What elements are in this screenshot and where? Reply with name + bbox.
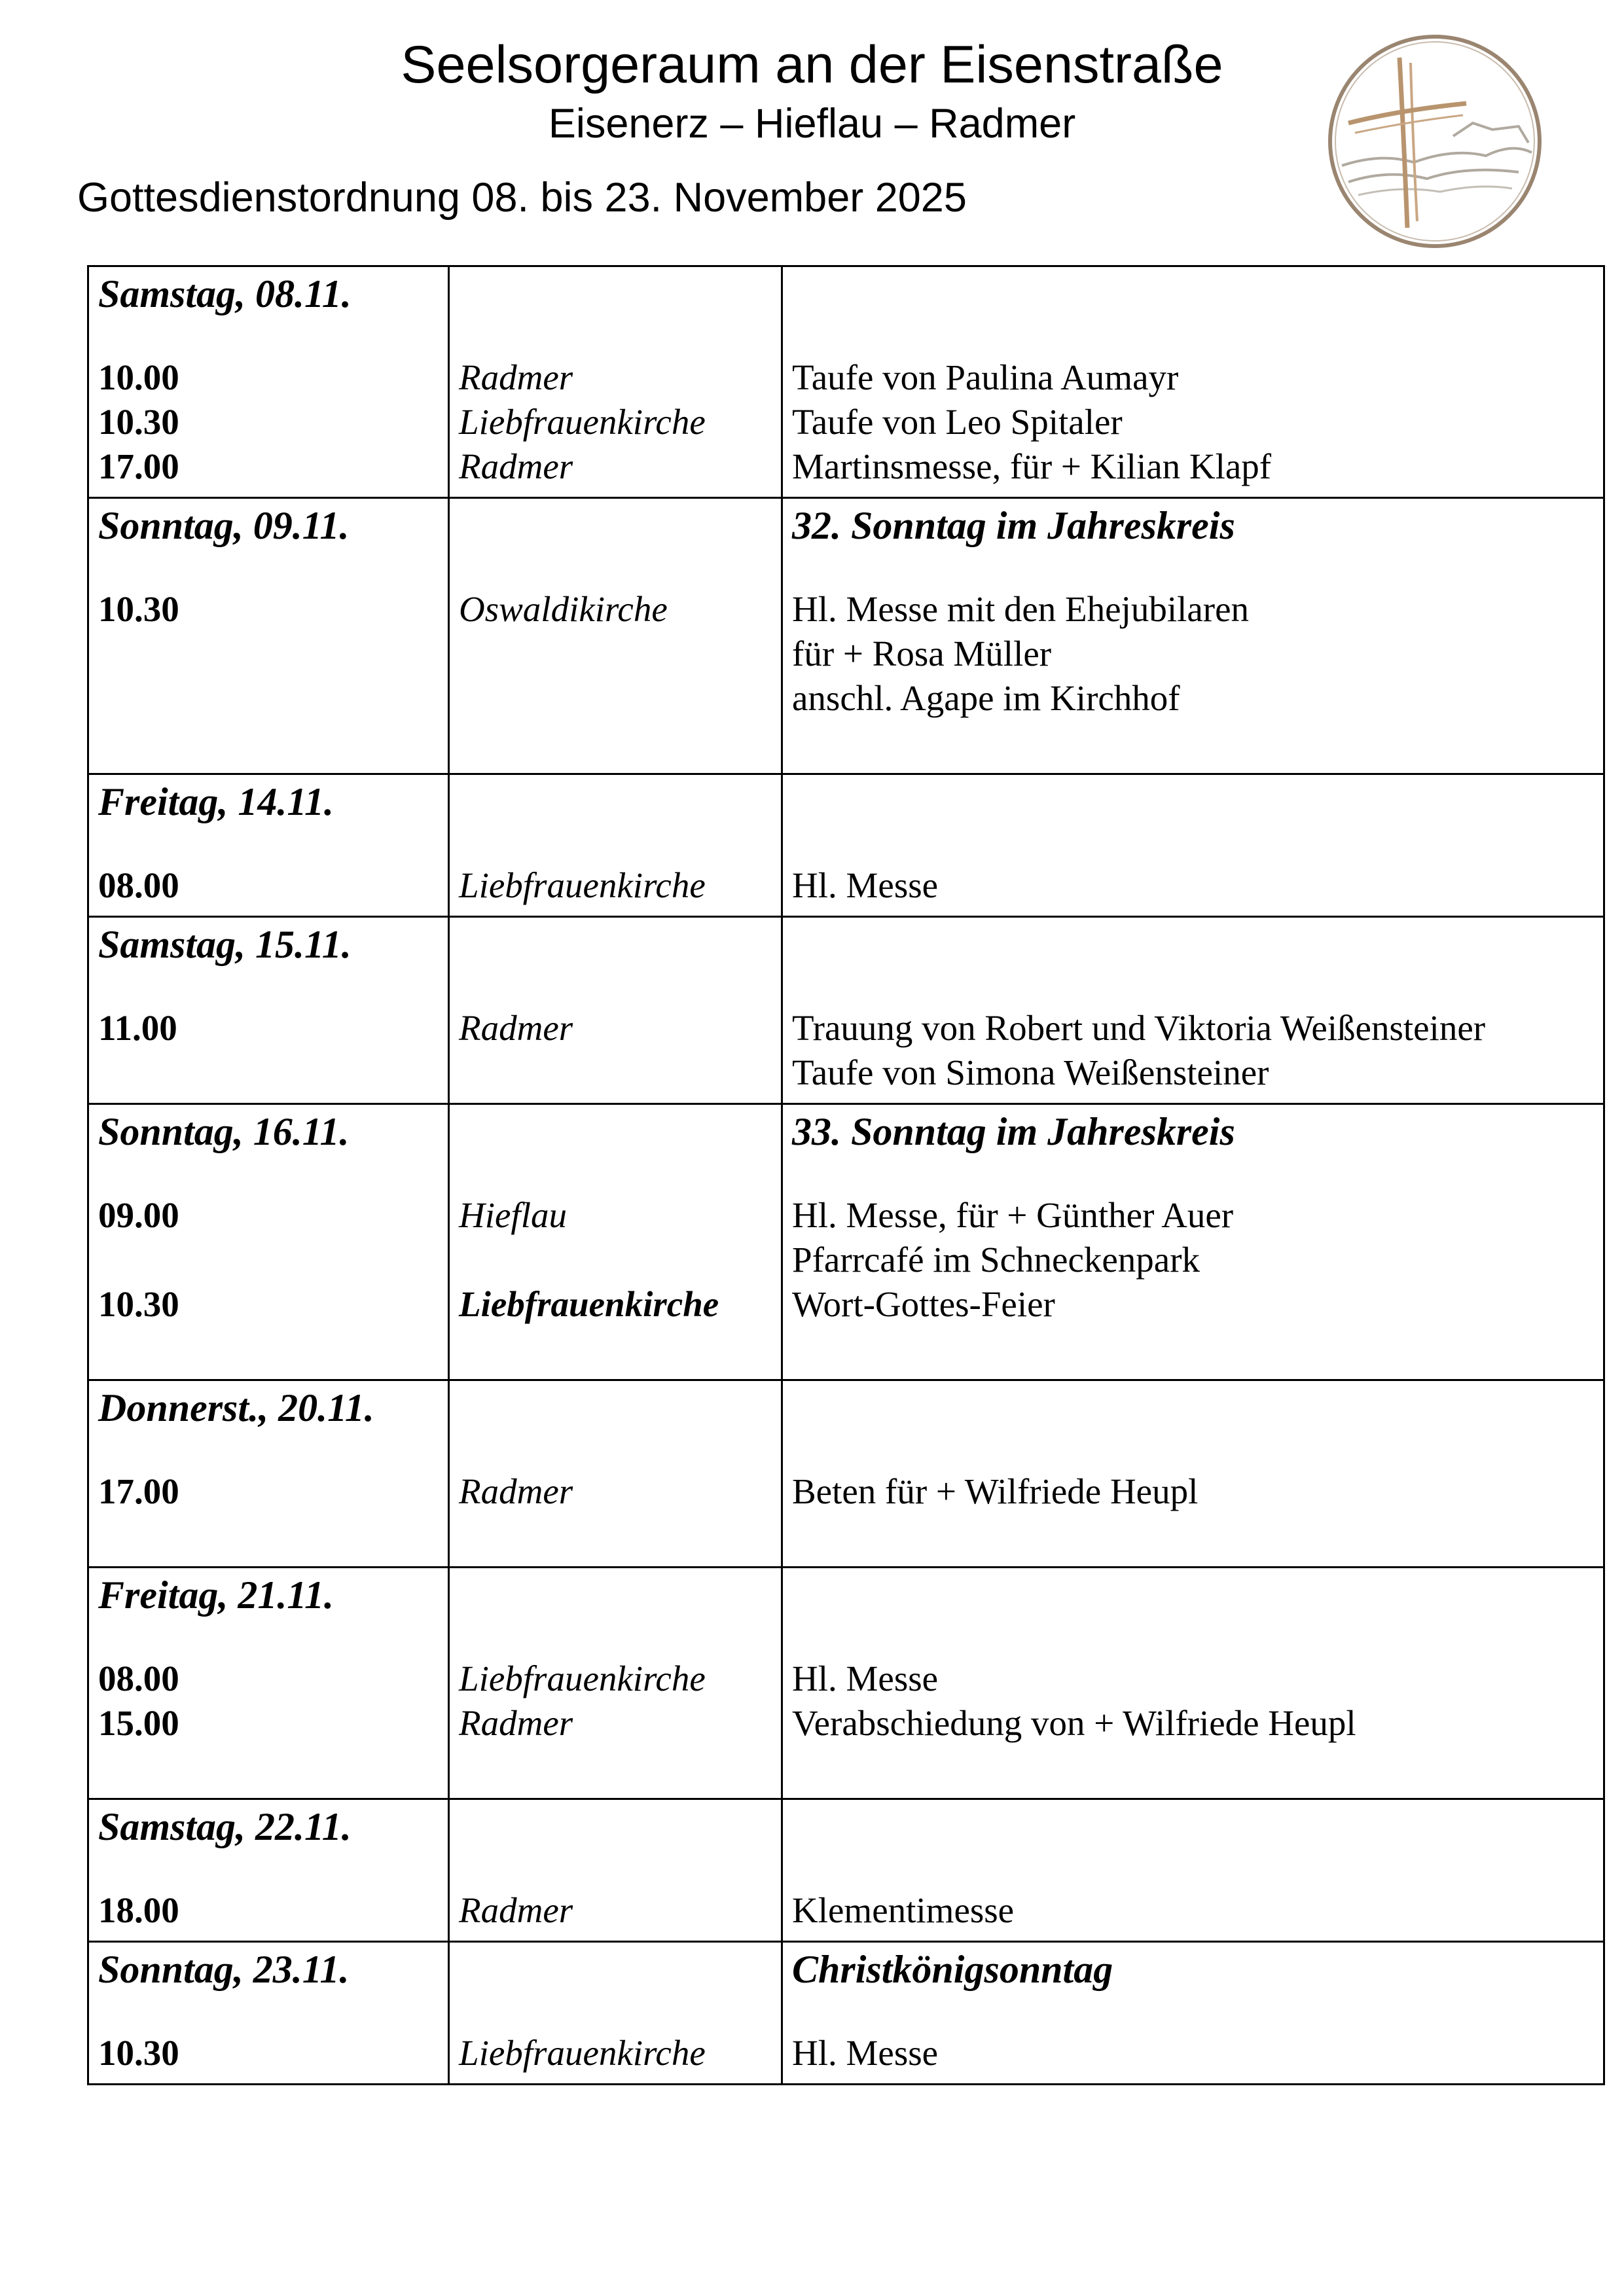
occasion-label [792,1571,1594,1620]
time-label: 08.00 [98,1659,179,1698]
day-label: Donnerst., 20.11. [98,1386,374,1429]
place-cell [449,774,782,917]
event-label: Hl. Messe mit den Ehejubilaren [792,589,1250,629]
schedule-row [88,1568,1604,1799]
place-label: Radmer [459,1890,573,1930]
schedule-heading: Gottesdienstordnung 08. bis 23. November 2025 [77,175,967,221]
event-label: Hl. Messe [792,865,939,905]
place-label: Oswaldikirche [459,589,668,629]
event-label: Trauung von Robert und Viktoria Weißensteiner [792,1008,1486,1048]
event-cell [782,1942,1604,2085]
event-label: Beten für + Wilfriede Heupl [792,1471,1199,1511]
schedule-row [88,1104,1604,1380]
event-label: Pfarrcafé im Schneckenpark [792,1240,1200,1280]
place-cell [449,498,782,774]
day-label: Samstag, 15.11. [98,923,352,966]
time-label [98,632,439,676]
place-label: Radmer [459,1703,573,1743]
event-label: Verabschiedung von + Wilfriede Heupl [792,1703,1356,1743]
page-title: Seelsorgeraum an der Eisenstraße [401,35,1223,94]
time-label: 10.30 [98,2033,179,2073]
occasion-label: 33. Sonntag im Jahreskreis [792,1110,1235,1153]
place-label [459,632,772,676]
event-label: Martinsmesse, für + Kilian Klapf [792,446,1272,486]
place-label: Hieflau [459,1195,567,1235]
page-subtitle: Eisenerz – Hieflau – Radmer [548,101,1076,147]
place-cell [449,1568,782,1799]
event-label: Taufe von Leo Spitaler [792,402,1123,442]
schedule-row [88,917,1604,1104]
occasion-label [792,1803,1594,1852]
schedule-row [88,774,1604,917]
time-label: 17.00 [98,446,179,486]
place-label: Liebfrauenkirche [459,2033,706,2073]
event-cell [782,774,1604,917]
occasion-label [792,270,1594,319]
place-cell [449,266,782,498]
time-label: 10.30 [98,589,179,629]
time-label: 15.00 [98,1703,179,1743]
day-cell [88,498,449,774]
time-label: 08.00 [98,865,179,905]
time-label [98,1238,439,1282]
day-cell [88,266,449,498]
parish-logo-icon [1322,31,1548,251]
place-cell [449,1104,782,1380]
place-label: Liebfrauenkirche [459,865,706,905]
occasion-label [792,920,1594,969]
time-label: 11.00 [98,1008,177,1048]
day-label: Samstag, 22.11. [98,1805,352,1848]
occasion-label: Christkönigsonntag [792,1948,1113,1991]
event-cell [782,917,1604,1104]
event-label: Hl. Messe [792,2033,939,2073]
place-cell [449,1380,782,1568]
occasion-label: 32. Sonntag im Jahreskreis [792,504,1235,547]
place-label: Radmer [459,357,573,397]
day-label: Freitag, 14.11. [98,780,334,823]
place-label: Radmer [459,446,573,486]
place-label: Liebfrauenkirche [459,1284,719,1324]
event-label: anschl. Agape im Kirchhof [792,678,1180,718]
day-label: Freitag, 21.11. [98,1573,334,1617]
schedule-row [88,1942,1604,2085]
place-cell [449,1799,782,1942]
time-label: 17.00 [98,1471,179,1511]
event-label: Wort-Gottes-Feier [792,1284,1055,1324]
time-label: 10.00 [98,357,179,397]
place-label [459,1050,772,1095]
day-cell [88,774,449,917]
event-label: Klementimesse [792,1890,1015,1930]
event-cell [782,266,1604,498]
place-label: Radmer [459,1471,573,1511]
schedule-row [88,1380,1604,1568]
time-label: 09.00 [98,1195,179,1235]
time-label [98,1050,439,1095]
time-label: 10.30 [98,402,179,442]
event-cell [782,1568,1604,1799]
day-cell [88,1380,449,1568]
event-cell [782,498,1604,774]
place-label [459,1238,772,1282]
day-cell [88,1104,449,1380]
event-cell [782,1799,1604,1942]
place-cell [449,1942,782,2085]
day-cell [88,1799,449,1942]
event-cell [782,1104,1604,1380]
schedule-table [87,265,1605,2085]
time-label: 10.30 [98,1284,179,1324]
day-label: Sonntag, 16.11. [98,1110,350,1153]
event-cell [782,1380,1604,1568]
schedule-body [88,266,1604,2085]
time-label [98,676,439,721]
event-label: Hl. Messe [792,1659,939,1698]
event-label: Taufe von Paulina Aumayr [792,357,1179,397]
occasion-label [792,778,1594,827]
schedule-row [88,498,1604,774]
day-cell [88,917,449,1104]
day-label: Sonntag, 09.11. [98,504,350,547]
day-label: Sonntag, 23.11. [98,1948,350,1991]
event-label: Taufe von Simona Weißensteiner [792,1052,1269,1092]
place-label [459,676,772,721]
schedule-row [88,1799,1604,1942]
day-cell [88,1568,449,1799]
occasion-label [792,1384,1594,1433]
place-cell [449,917,782,1104]
schedule-row [88,266,1604,498]
event-label: für + Rosa Müller [792,634,1052,673]
place-label: Liebfrauenkirche [459,402,706,442]
event-label: Hl. Messe, für + Günther Auer [792,1195,1234,1235]
day-cell [88,1942,449,2085]
place-label: Radmer [459,1008,573,1048]
time-label: 18.00 [98,1890,179,1930]
place-label: Liebfrauenkirche [459,1659,706,1698]
day-label: Samstag, 08.11. [98,272,352,315]
